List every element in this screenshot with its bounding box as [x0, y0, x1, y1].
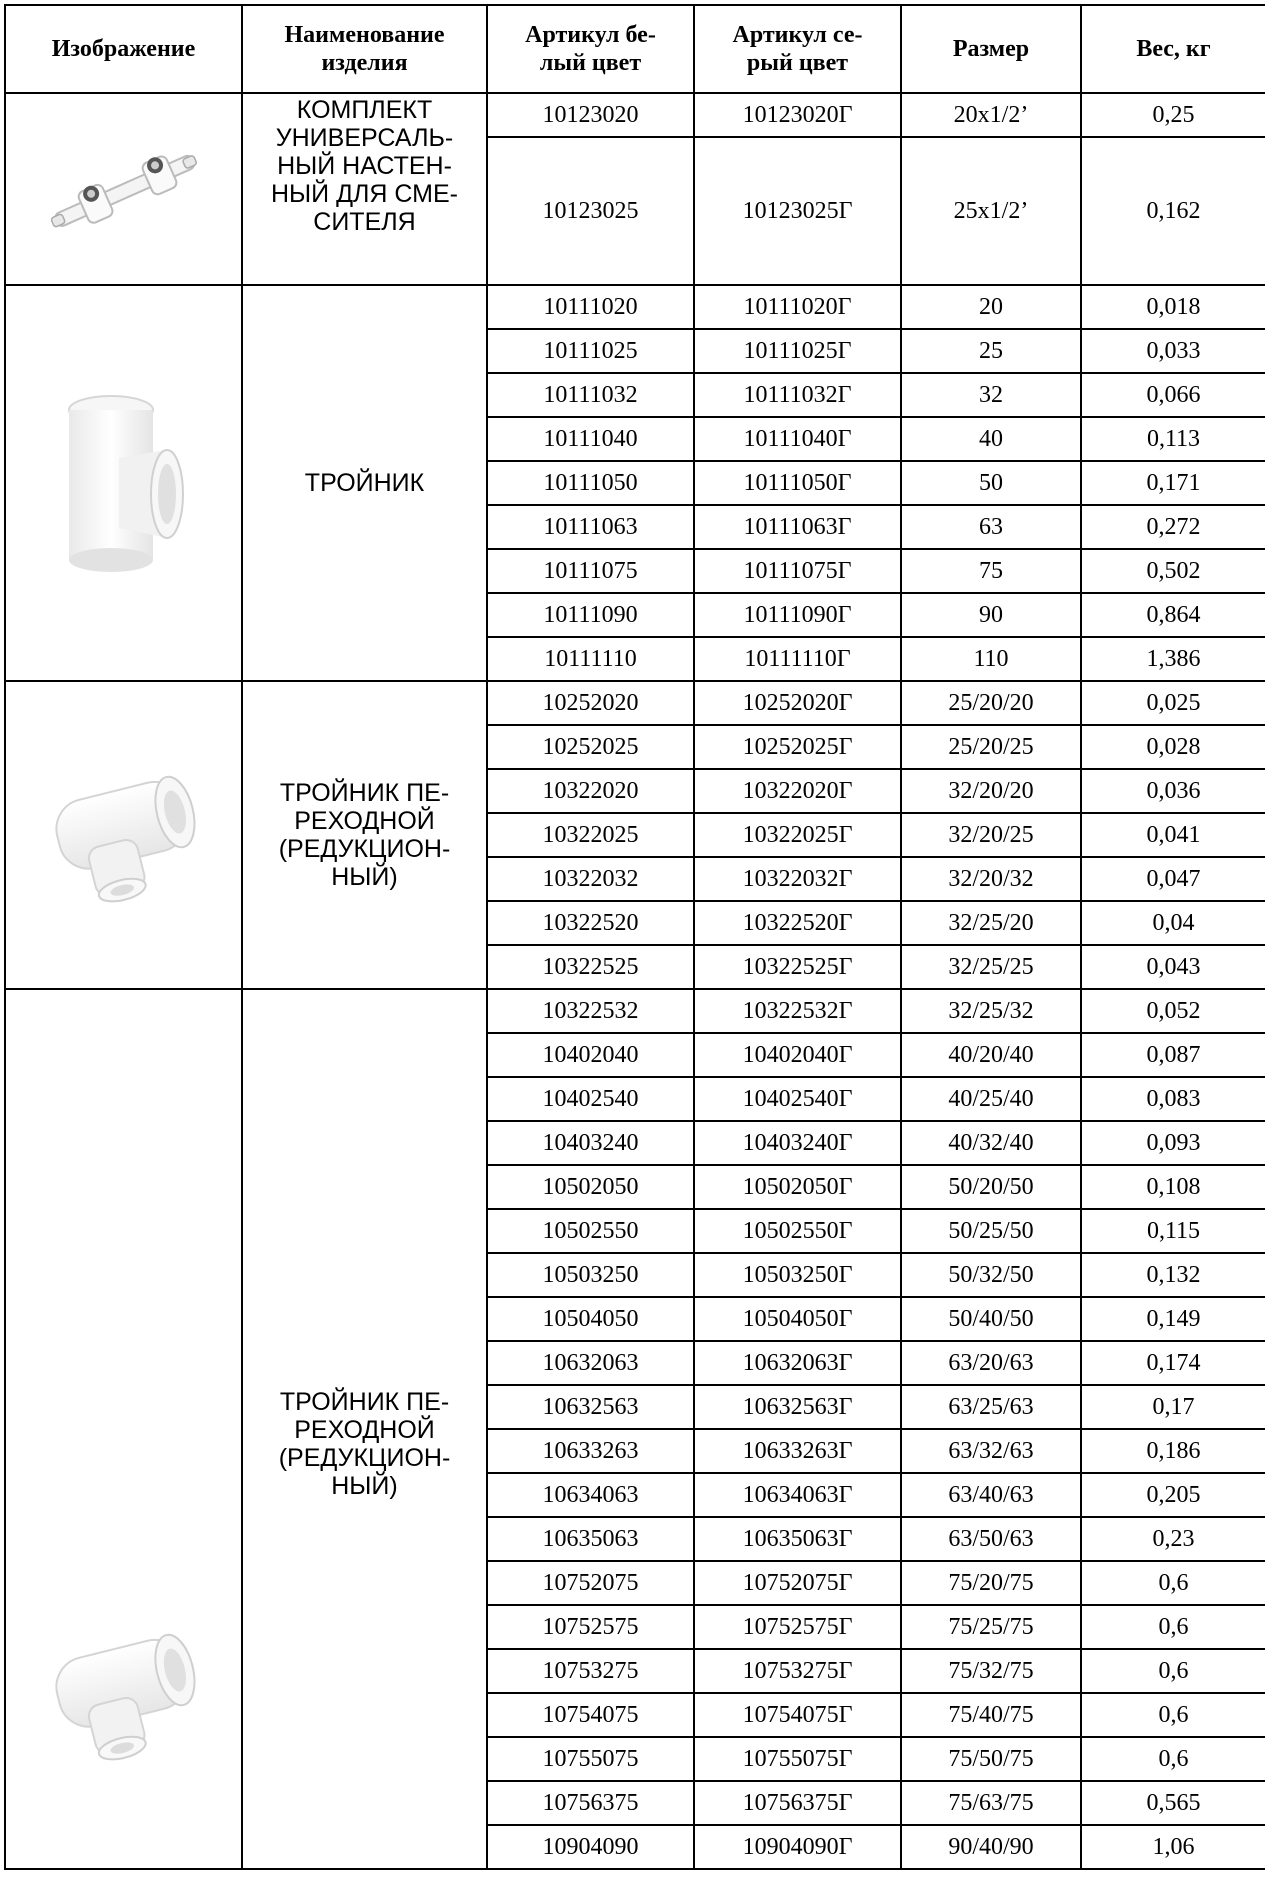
reducing-tee-icon	[39, 760, 209, 910]
article-white: 10111050	[487, 461, 694, 505]
article-grey: 10756375Г	[694, 1781, 901, 1825]
weight: 0,025	[1081, 681, 1265, 725]
article-grey: 10632063Г	[694, 1341, 901, 1385]
size: 63	[901, 505, 1081, 549]
article-white: 10502050	[487, 1165, 694, 1209]
weight: 0,052	[1081, 989, 1265, 1033]
article-white: 10754075	[487, 1693, 694, 1737]
article-white: 10752075	[487, 1561, 694, 1605]
weight: 0,047	[1081, 857, 1265, 901]
size: 20	[901, 285, 1081, 329]
size: 90	[901, 593, 1081, 637]
size: 32/25/25	[901, 945, 1081, 989]
article-white: 10111075	[487, 549, 694, 593]
article-white: 10111040	[487, 417, 694, 461]
size: 63/40/63	[901, 1473, 1081, 1517]
article-white: 10755075	[487, 1737, 694, 1781]
size: 32/25/20	[901, 901, 1081, 945]
table-row	[5, 93, 1265, 137]
weight: 0,171	[1081, 461, 1265, 505]
size: 25	[901, 329, 1081, 373]
weight: 0,6	[1081, 1693, 1265, 1737]
article-grey: 10111090Г	[694, 593, 901, 637]
article-grey: 10322532Г	[694, 989, 901, 1033]
article-white: 10111110	[487, 637, 694, 681]
article-white: 10111025	[487, 329, 694, 373]
weight: 0,502	[1081, 549, 1265, 593]
article-white: 10322525	[487, 945, 694, 989]
weight: 0,6	[1081, 1737, 1265, 1781]
article-grey: 10754075Г	[694, 1693, 901, 1737]
weight: 0,113	[1081, 417, 1265, 461]
weight: 0,25	[1081, 93, 1265, 137]
product-image-cell	[5, 285, 242, 681]
table-row	[5, 989, 1265, 1033]
article-white: 10402540	[487, 1077, 694, 1121]
size: 50/32/50	[901, 1253, 1081, 1297]
product-image-cell	[5, 681, 242, 989]
article-white: 10503250	[487, 1253, 694, 1297]
size: 63/32/63	[901, 1429, 1081, 1473]
weight: 0,132	[1081, 1253, 1265, 1297]
article-white: 10322532	[487, 989, 694, 1033]
size: 20x1/2’	[901, 93, 1081, 137]
article-grey: 10403240Г	[694, 1121, 901, 1165]
weight: 0,041	[1081, 813, 1265, 857]
article-grey: 10111110Г	[694, 637, 901, 681]
size: 50	[901, 461, 1081, 505]
weight: 0,565	[1081, 1781, 1265, 1825]
header-size: Размер	[901, 5, 1081, 93]
weight: 0,018	[1081, 285, 1265, 329]
weight: 0,864	[1081, 593, 1265, 637]
article-grey: 10755075Г	[694, 1737, 901, 1781]
article-grey: 10252025Г	[694, 725, 901, 769]
size: 75/63/75	[901, 1781, 1081, 1825]
size: 75/25/75	[901, 1605, 1081, 1649]
weight: 0,028	[1081, 725, 1265, 769]
article-white: 10632563	[487, 1385, 694, 1429]
article-white: 10322520	[487, 901, 694, 945]
article-grey: 10503250Г	[694, 1253, 901, 1297]
article-grey: 10504050Г	[694, 1297, 901, 1341]
article-white: 10634063	[487, 1473, 694, 1517]
article-white: 10322032	[487, 857, 694, 901]
article-white: 10633263	[487, 1429, 694, 1473]
size: 25/20/25	[901, 725, 1081, 769]
weight: 0,093	[1081, 1121, 1265, 1165]
wall-mixer-kit-icon	[39, 134, 209, 244]
weight: 0,186	[1081, 1429, 1265, 1473]
article-grey: 10904090Г	[694, 1825, 901, 1869]
article-grey: 10322525Г	[694, 945, 901, 989]
article-grey: 10752575Г	[694, 1605, 901, 1649]
product-image-cell	[5, 93, 242, 285]
product-name: ТРОЙНИК ПЕ- РЕХОДНОЙ (РЕДУКЦИОН- НЫЙ)	[242, 989, 487, 1869]
article-grey: 10402540Г	[694, 1077, 901, 1121]
article-grey: 10123025Г	[694, 137, 901, 285]
size: 25/20/20	[901, 681, 1081, 725]
product-spec-table	[4, 4, 1265, 1870]
article-white: 10252025	[487, 725, 694, 769]
size: 32/20/20	[901, 769, 1081, 813]
size: 50/40/50	[901, 1297, 1081, 1341]
size: 25x1/2’	[901, 137, 1081, 285]
table-header-row	[5, 5, 1265, 93]
article-grey: 10752075Г	[694, 1561, 901, 1605]
article-grey: 10111040Г	[694, 417, 901, 461]
article-grey: 10322520Г	[694, 901, 901, 945]
article-grey: 10753275Г	[694, 1649, 901, 1693]
tee-fitting-icon	[59, 388, 189, 578]
size: 75/32/75	[901, 1649, 1081, 1693]
article-white: 10403240	[487, 1121, 694, 1165]
article-grey: 10111075Г	[694, 549, 901, 593]
size: 63/25/63	[901, 1385, 1081, 1429]
article-white: 10123020	[487, 93, 694, 137]
header-name: Наименование изделия	[242, 5, 487, 93]
size: 40	[901, 417, 1081, 461]
size: 50/25/50	[901, 1209, 1081, 1253]
article-white: 10111063	[487, 505, 694, 549]
article-white: 10752575	[487, 1605, 694, 1649]
size: 32	[901, 373, 1081, 417]
size: 90/40/90	[901, 1825, 1081, 1869]
size: 63/50/63	[901, 1517, 1081, 1561]
size: 50/20/50	[901, 1165, 1081, 1209]
article-grey: 10322020Г	[694, 769, 901, 813]
product-name: ТРОЙНИК ПЕ- РЕХОДНОЙ (РЕДУКЦИОН- НЫЙ)	[242, 681, 487, 989]
table-row	[5, 285, 1265, 329]
article-white: 10111032	[487, 373, 694, 417]
weight: 0,272	[1081, 505, 1265, 549]
article-grey: 10632563Г	[694, 1385, 901, 1429]
size: 63/20/63	[901, 1341, 1081, 1385]
weight: 0,04	[1081, 901, 1265, 945]
article-white: 10632063	[487, 1341, 694, 1385]
article-grey: 10502550Г	[694, 1209, 901, 1253]
article-white: 10111020	[487, 285, 694, 329]
article-grey: 10123020Г	[694, 93, 901, 137]
article-grey: 10111025Г	[694, 329, 901, 373]
article-white: 10756375	[487, 1781, 694, 1825]
article-white: 10504050	[487, 1297, 694, 1341]
weight: 0,066	[1081, 373, 1265, 417]
size: 40/20/40	[901, 1033, 1081, 1077]
size: 32/20/32	[901, 857, 1081, 901]
article-grey: 10633263Г	[694, 1429, 901, 1473]
weight: 0,149	[1081, 1297, 1265, 1341]
size: 75	[901, 549, 1081, 593]
header-article-grey: Артикул се- рый цвет	[694, 5, 901, 93]
size: 110	[901, 637, 1081, 681]
weight: 0,205	[1081, 1473, 1265, 1517]
size: 40/32/40	[901, 1121, 1081, 1165]
article-grey: 10252020Г	[694, 681, 901, 725]
article-white: 10635063	[487, 1517, 694, 1561]
size: 75/20/75	[901, 1561, 1081, 1605]
weight: 0,6	[1081, 1561, 1265, 1605]
article-white: 10502550	[487, 1209, 694, 1253]
weight: 0,043	[1081, 945, 1265, 989]
article-grey: 10322032Г	[694, 857, 901, 901]
size: 32/25/32	[901, 989, 1081, 1033]
article-grey: 10502050Г	[694, 1165, 901, 1209]
header-article-white: Артикул бе- лый цвет	[487, 5, 694, 93]
weight: 1,06	[1081, 1825, 1265, 1869]
size: 40/25/40	[901, 1077, 1081, 1121]
article-grey: 10111063Г	[694, 505, 901, 549]
weight: 0,108	[1081, 1165, 1265, 1209]
weight: 0,6	[1081, 1605, 1265, 1649]
article-grey: 10111020Г	[694, 285, 901, 329]
article-white: 10753275	[487, 1649, 694, 1693]
article-white: 10402040	[487, 1033, 694, 1077]
article-white: 10322025	[487, 813, 694, 857]
product-name: КОМПЛЕКТ УНИВЕРСАЛЬ- НЫЙ НАСТЕН- НЫЙ ДЛЯ СМЕ- СИТЕЛЯ	[242, 93, 487, 285]
article-grey: 10111050Г	[694, 461, 901, 505]
article-white: 10252020	[487, 681, 694, 725]
table-row	[5, 681, 1265, 725]
size: 75/50/75	[901, 1737, 1081, 1781]
article-grey: 10635063Г	[694, 1517, 901, 1561]
article-white: 10904090	[487, 1825, 694, 1869]
weight: 0,162	[1081, 137, 1265, 285]
weight: 0,036	[1081, 769, 1265, 813]
article-grey: 10111032Г	[694, 373, 901, 417]
product-image-cell	[5, 989, 242, 1869]
article-grey: 10402040Г	[694, 1033, 901, 1077]
size: 75/40/75	[901, 1693, 1081, 1737]
weight: 0,083	[1081, 1077, 1265, 1121]
weight: 0,087	[1081, 1033, 1265, 1077]
weight: 0,23	[1081, 1517, 1265, 1561]
product-name: ТРОЙНИК	[242, 285, 487, 681]
article-white: 10111090	[487, 593, 694, 637]
weight: 0,174	[1081, 1341, 1265, 1385]
article-grey: 10634063Г	[694, 1473, 901, 1517]
header-weight: Вес, кг	[1081, 5, 1265, 93]
article-grey: 10322025Г	[694, 813, 901, 857]
weight: 0,115	[1081, 1209, 1265, 1253]
article-white: 10123025	[487, 137, 694, 285]
weight: 1,386	[1081, 637, 1265, 681]
weight: 0,6	[1081, 1649, 1265, 1693]
size: 32/20/25	[901, 813, 1081, 857]
weight: 0,17	[1081, 1385, 1265, 1429]
header-image: Изображение	[5, 5, 242, 93]
reducing-tee-icon	[39, 1618, 209, 1768]
article-white: 10322020	[487, 769, 694, 813]
weight: 0,033	[1081, 329, 1265, 373]
